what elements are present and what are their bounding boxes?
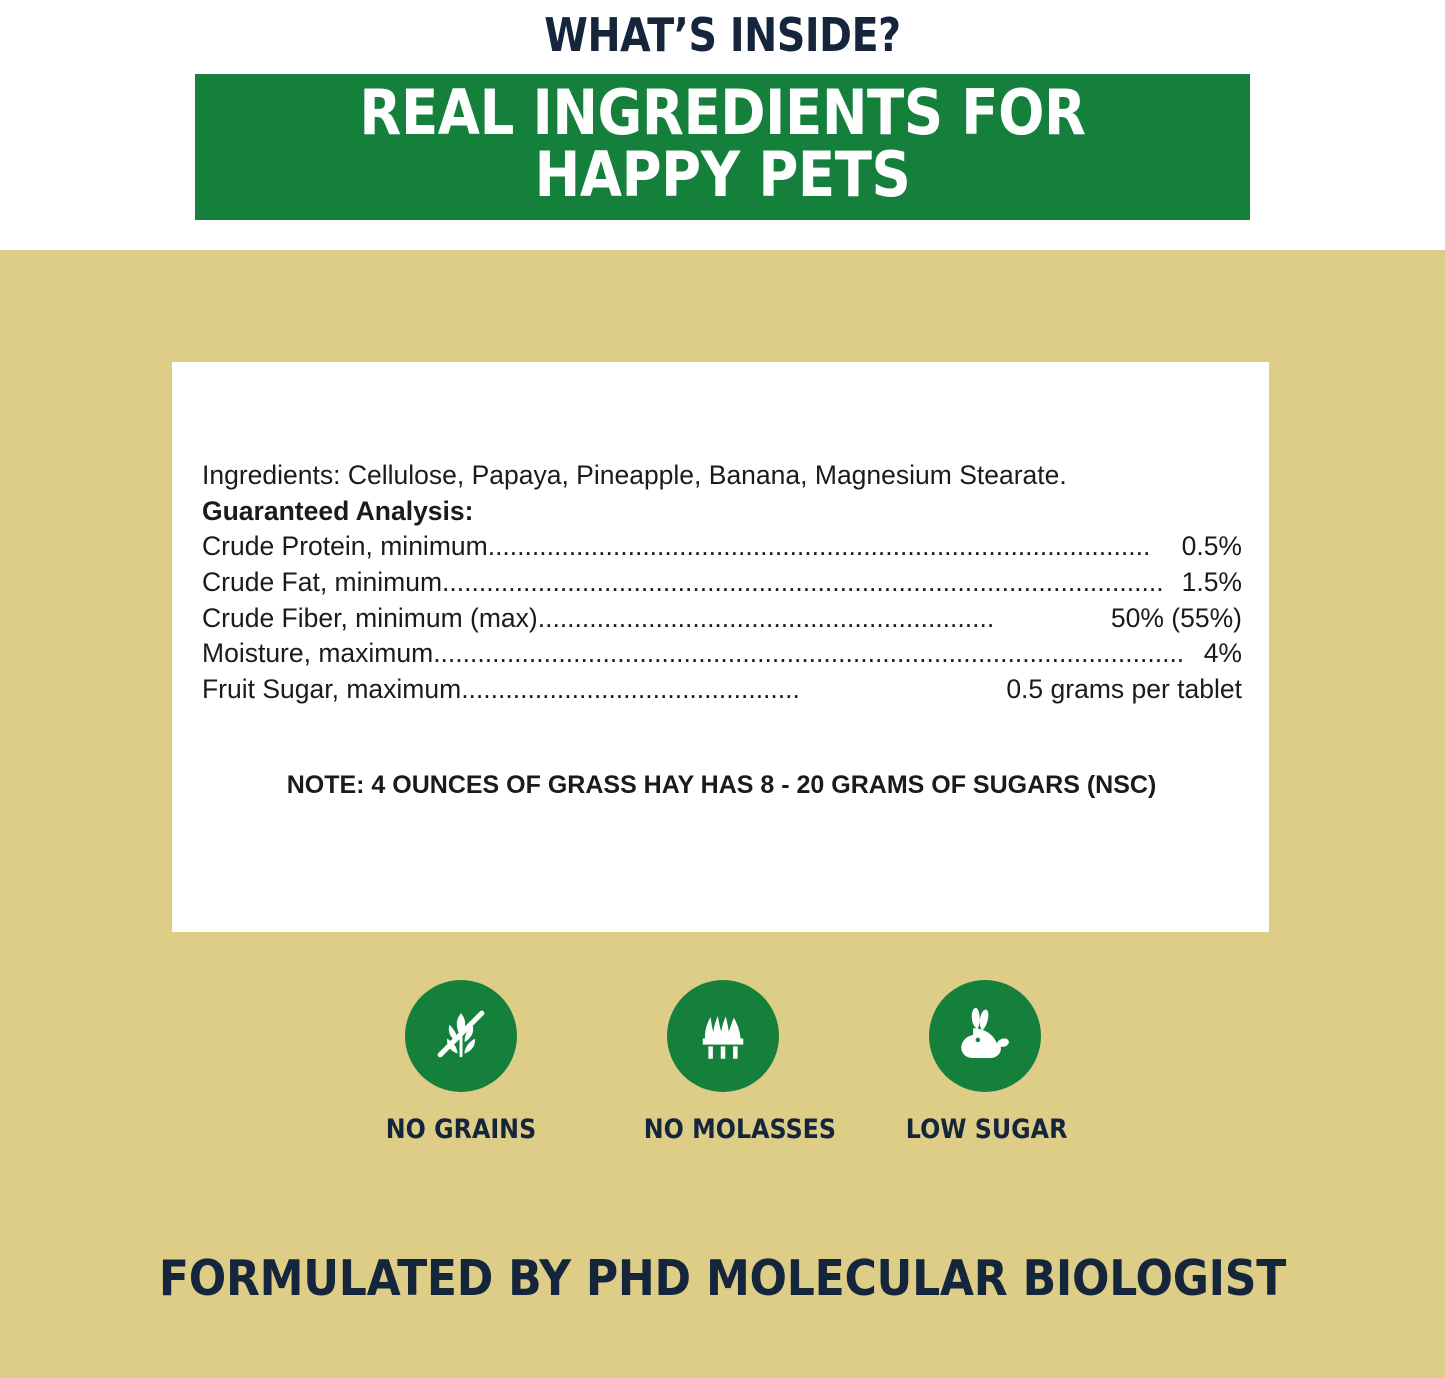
- analysis-label: Fruit Sugar, maximum: [202, 673, 462, 704]
- analysis-row: [202, 601, 1242, 637]
- analysis-row: [202, 565, 1242, 601]
- badge-no-grains: [371, 980, 551, 1145]
- headline-top: WHAT’S INSIDE?: [544, 8, 901, 62]
- no-molasses-grass-icon: [687, 998, 759, 1075]
- analysis-dots: ..............................................................: [537, 602, 995, 633]
- analysis-label: Crude Fat, minimum: [202, 566, 443, 597]
- headline-band: [195, 74, 1250, 220]
- badge-label: NO MOLASSES: [643, 1114, 836, 1145]
- low-sugar-rabbit-icon: [947, 996, 1023, 1077]
- analysis-label: Crude Protein, minimum: [202, 531, 488, 562]
- badge-circle: [405, 980, 517, 1092]
- analysis-row: [202, 672, 1242, 708]
- analysis-value: 4%: [1203, 638, 1242, 669]
- analysis-label: Crude Fiber, minimum (max): [202, 602, 538, 633]
- analysis-value: 50% (55%): [1110, 602, 1242, 633]
- badge-label: NO GRAINS: [385, 1114, 536, 1145]
- badge-low-sugar: [895, 980, 1075, 1145]
- analysis-dots: ..............................................: [461, 673, 800, 704]
- no-grain-wheat-icon: [424, 997, 498, 1076]
- ingredients-card: [172, 362, 1269, 932]
- sugar-note: NOTE: 4 OUNCES OF GRASS HAY HAS 8 - 20 GRAMS OF SUGARS (NSC): [286, 771, 1157, 800]
- ingredients-line: Ingredients: Cellulose, Papaya, Pineapple, Banana, Magnesium Stearate.: [202, 460, 1067, 490]
- badge-circle: [667, 980, 779, 1092]
- badge-label: LOW SUGAR: [905, 1114, 1067, 1145]
- ingredients-card-body: [202, 458, 1241, 801]
- header: [0, 0, 1445, 250]
- analysis-dots: ..................................................................................................: [442, 566, 1164, 597]
- content-panel: [0, 250, 1445, 1378]
- analysis-value: 0.5%: [1181, 531, 1242, 562]
- badge-no-molasses: [633, 980, 836, 1145]
- analysis-label: Moisture, maximum: [202, 638, 434, 669]
- badge-circle: [929, 980, 1041, 1092]
- guaranteed-analysis-heading: Guaranteed Analysis:: [202, 495, 474, 526]
- analysis-value: 1.5%: [1181, 566, 1242, 597]
- analysis-row: [202, 636, 1242, 672]
- badge-row: [0, 980, 1445, 1145]
- analysis-dots: ......................................................................................................: [433, 638, 1185, 669]
- headline-band-text: REAL INGREDIENTS FOR HAPPY PETS: [359, 76, 1086, 211]
- analysis-value: 0.5 grams per tablet: [1006, 673, 1242, 704]
- analysis-dots: ..........................................................................................: [487, 531, 1151, 562]
- footer-tagline: FORMULATED BY PHD MOLECULAR BIOLOGIST: [158, 1250, 1287, 1307]
- analysis-row: [202, 529, 1242, 565]
